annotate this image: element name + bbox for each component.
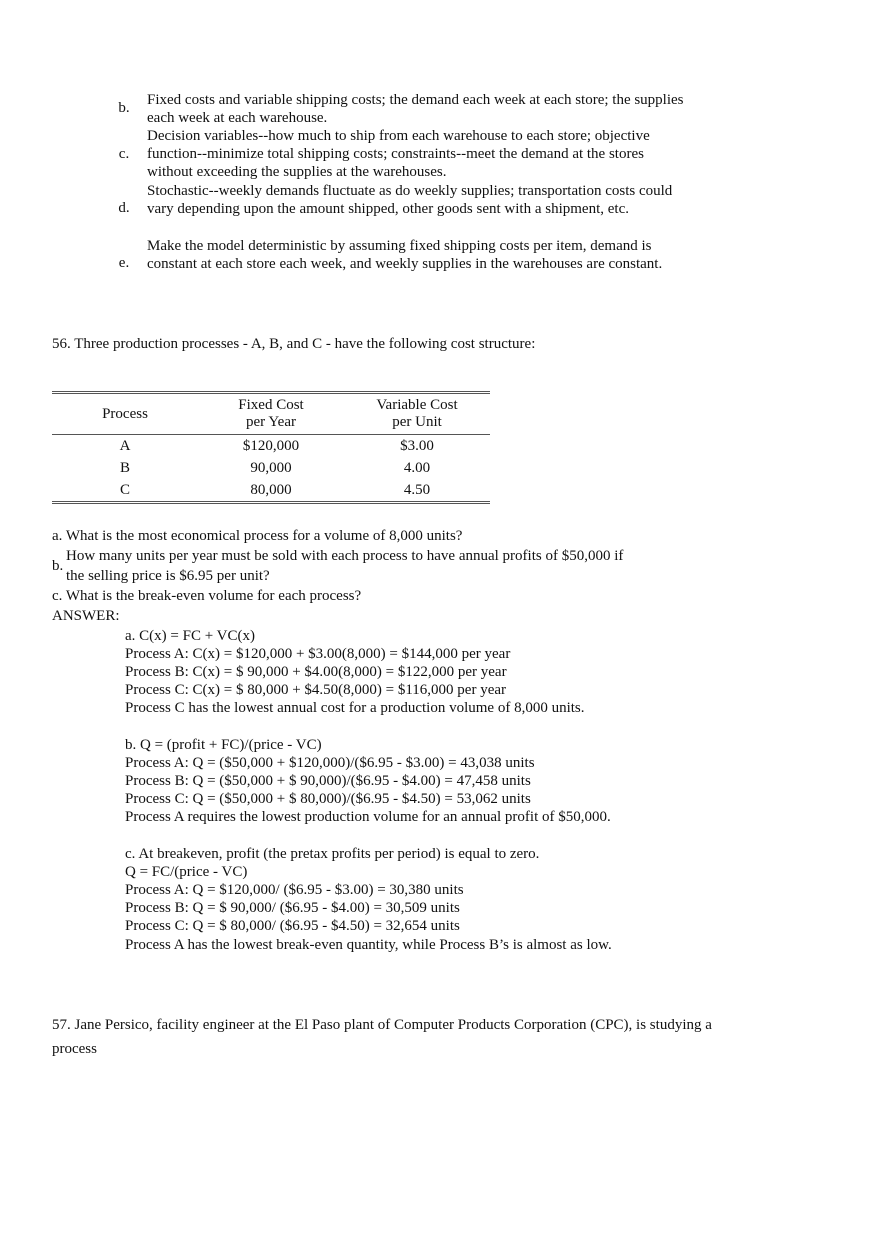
header-process-label: Process [102, 405, 148, 422]
answer-a-line: Process C: C(x) = $ 80,000 + $4.50(8,000) = $116,000 per year [125, 682, 507, 698]
cell-variable-cost: 4.00 [403, 459, 431, 476]
item-text: Stochastic--weekly demands fluctuate as do weekly supplies; transportation costs could vary depending upon the amount shipped, other goods sent with a shipment, etc. [147, 183, 673, 217]
question-b-line2: the selling price is $6.95 per unit? [66, 568, 270, 584]
item-text: Make the model deterministic by assuming fixed shipping costs per item, demand is constant at each store each week, and weekly supplies in the warehouses are constant. [147, 238, 663, 272]
question-57-line2: process [52, 1041, 97, 1057]
cell-process: A [119, 437, 131, 454]
question-57-line1: 57. Jane Persico, facility engineer at the El Paso plant of Computer Products Corporation (CPC), is studying a [52, 1017, 712, 1033]
table-row [52, 457, 490, 479]
table-header-row [52, 393, 490, 415]
cell-variable-cost: 4.50 [403, 481, 431, 498]
question-a: a. What is the most economical process for a volume of 8,000 units? [52, 528, 463, 544]
item-letter: c. [118, 146, 130, 162]
answer-c-line: Process A has the lowest break-even quantity, while Process B’s is almost as low. [125, 937, 612, 953]
question-b-letter: b. [52, 558, 64, 574]
header-variable-cost-line2: per Unit [344, 414, 490, 435]
cost-table [52, 391, 490, 504]
table-row [52, 435, 490, 458]
item-text: Decision variables--how much to ship from each warehouse to each store; objective function--minimize total shipping costs; constraints--meet the demand at the stores without exceeding the supplies at the warehouses. [147, 128, 650, 180]
item-text: Fixed costs and variable shipping costs; the demand each week at each store; the supplies each week at each warehouse. [147, 92, 684, 126]
header-fixed-cost-line2: per Year [198, 414, 344, 435]
answer-c-line: Q = FC/(price - VC) [125, 864, 248, 880]
item-letter: b. [118, 100, 130, 116]
cell-fixed-cost: $120,000 [242, 437, 300, 454]
cell-process: C [119, 481, 130, 498]
question-b-line1: How many units per year must be sold with each process to have annual profits of $50,000 if [66, 548, 624, 564]
answer-a-line: Process B: C(x) = $ 90,000 + $4.00(8,000) = $122,000 per year [125, 664, 507, 680]
answer-c-line: Process C: Q = $ 80,000/ ($6.95 - $4.50) = 32,654 units [125, 918, 460, 934]
header-process [52, 393, 198, 435]
answer-c-line: Process A: Q = $120,000/ ($6.95 - $3.00) = 30,380 units [125, 882, 464, 898]
cell-fixed-cost: 90,000 [250, 459, 292, 476]
question-56-title: 56. Three production processes - A, B, and C - have the following cost structure: [52, 336, 536, 352]
answer-b-line: Process A: Q = ($50,000 + $120,000)/($6.95 - $3.00) = 43,038 units [125, 755, 535, 771]
question-c: c. What is the break-even volume for each process? [52, 588, 362, 604]
answer-a-line: a. C(x) = FC + VC(x) [125, 628, 255, 644]
cell-variable-cost: $3.00 [400, 437, 434, 454]
answer-b-line: Process A requires the lowest production volume for an annual profit of $50,000. [125, 809, 611, 825]
answer-b-line: Process C: Q = ($50,000 + $ 80,000)/($6.95 - $4.50) = 53,062 units [125, 791, 531, 807]
item-letter: e. [118, 255, 130, 271]
item-letter: d. [118, 200, 130, 216]
answer-b-line: b. Q = (profit + FC)/(price - VC) [125, 737, 322, 753]
answer-a-line: Process C has the lowest annual cost for a production volume of 8,000 units. [125, 700, 585, 716]
table-row [52, 479, 490, 503]
answer-c-line: c. At breakeven, profit (the pretax profits per period) is equal to zero. [125, 846, 540, 862]
answer-c-line: Process B: Q = $ 90,000/ ($6.95 - $4.00) = 30,509 units [125, 900, 460, 916]
cell-process: B [119, 459, 130, 476]
header-variable-cost-line1: Variable Cost [376, 397, 458, 413]
header-fixed-cost-line1: Fixed Cost [238, 397, 304, 413]
cell-fixed-cost: 80,000 [250, 481, 292, 498]
answer-label: ANSWER: [52, 608, 120, 624]
answer-a-line: Process A: C(x) = $120,000 + $3.00(8,000) = $144,000 per year [125, 646, 511, 662]
answer-b-line: Process B: Q = ($50,000 + $ 90,000)/($6.95 - $4.00) = 47,458 units [125, 773, 531, 789]
